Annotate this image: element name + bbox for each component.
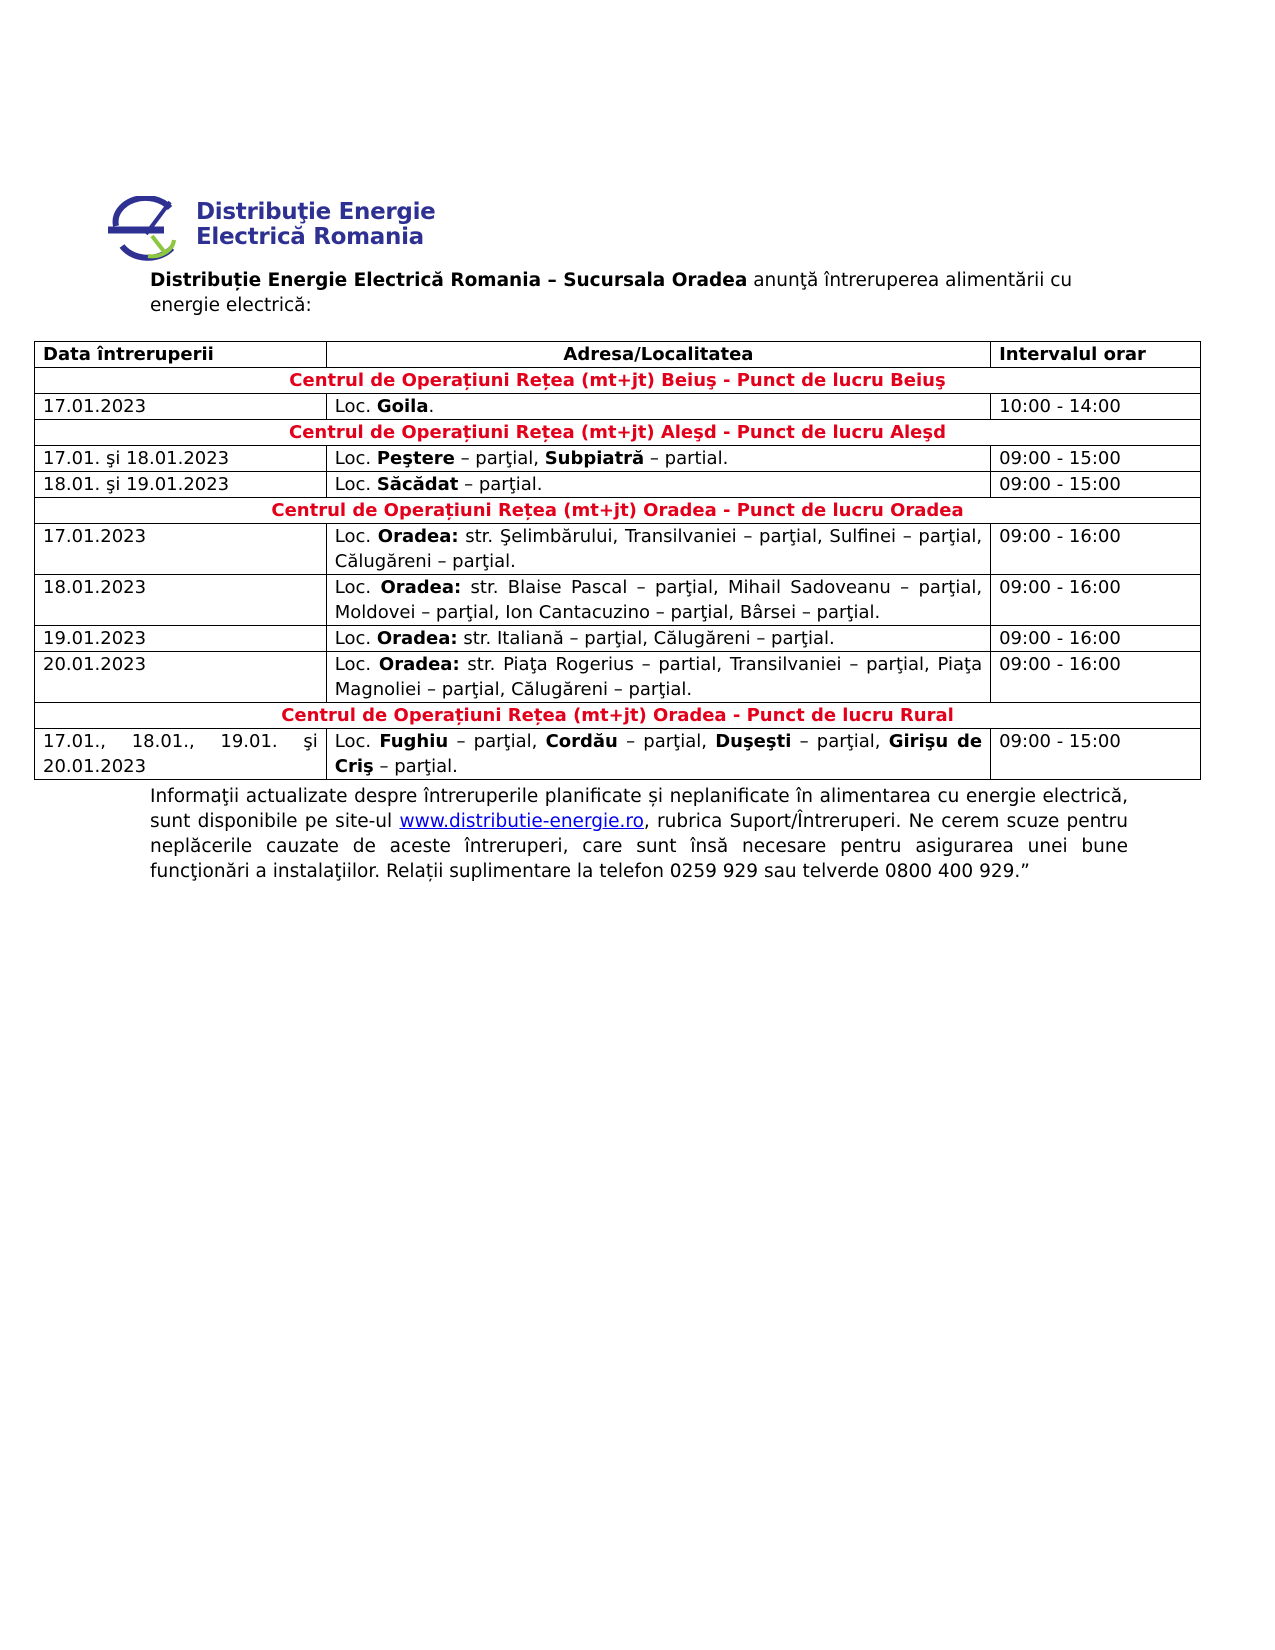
cell-interval: 09:00 - 15:00 xyxy=(991,472,1201,498)
address-text: . xyxy=(428,396,435,417)
announcement-intro xyxy=(150,268,1110,318)
locality-name: Goila xyxy=(376,396,429,417)
intro-company: Distribuție Energie Electrică Romania – Sucursala Oradea xyxy=(150,270,748,291)
locality-name: Girişu de Criş xyxy=(334,731,983,777)
table-row xyxy=(35,394,1201,420)
cell-address xyxy=(326,729,990,780)
logo-line-1: Distribuţie Energie xyxy=(196,199,436,225)
locality-name: Oradea: xyxy=(377,526,459,547)
table-row xyxy=(35,472,1201,498)
address-text: Loc. xyxy=(334,396,377,417)
address-text: Loc. xyxy=(334,654,379,675)
address-text: str. Italiană – parţial, Călugăreni – parţial. xyxy=(457,628,835,649)
cell-interval: 09:00 - 16:00 xyxy=(991,652,1201,703)
cell-interval: 09:00 - 16:00 xyxy=(991,524,1201,575)
address-text: str. Şelimbărului, Transilvaniei – parţial, Sulfinei – parţial, Călugăreni – parţial. xyxy=(334,526,983,572)
locality-name: Oradea: xyxy=(378,654,460,675)
logo-text xyxy=(196,200,435,250)
locality-name: Duşeşti xyxy=(715,731,792,752)
address-text: Loc. xyxy=(334,526,378,547)
logo-line-2: Electrică Romania xyxy=(196,224,424,250)
table-body xyxy=(35,368,1201,780)
cell-date: 18.01. şi 19.01.2023 xyxy=(35,472,327,498)
section-title: Centrul de Operațiuni Rețea (mt+jt) Oradea - Punct de lucru Oradea xyxy=(35,498,1201,524)
address-text: – parţial, xyxy=(448,731,546,752)
address-text: Loc. xyxy=(334,628,377,649)
table-row xyxy=(35,575,1201,626)
company-logo xyxy=(108,196,438,262)
website-link[interactable]: www.distributie-energie.ro xyxy=(399,811,644,832)
footer-text-before: Informaţii actualizate despre întreruperile planificate și neplanificate în alimentarea cu energie electrică, sunt disponibile pe site-ul xyxy=(150,786,1128,832)
address-text: – parţial. xyxy=(458,474,543,495)
address-text: Loc. xyxy=(334,474,377,495)
section-row xyxy=(35,703,1201,729)
locality-name: Oradea: xyxy=(376,628,458,649)
section-row xyxy=(35,368,1201,394)
cell-date: 20.01.2023 xyxy=(35,652,327,703)
cell-address xyxy=(326,394,990,420)
cell-address xyxy=(326,652,990,703)
locality-name: Fughiu xyxy=(379,731,449,752)
footer-text-after: , rubrica Suport/Întreruperi. Ne cerem scuze pentru neplăcerile cauzate de aceste întreruperi, care sunt însă necesare pentru asigurarea unei bune funcţionări a instalaţiilor. Relații suplimentare la telefon 0259 929 sau telverde 0800 400 929.” xyxy=(150,811,1128,882)
header-interval: Intervalul orar xyxy=(991,342,1201,368)
cell-date: 17.01.2023 xyxy=(35,524,327,575)
locality-name: Peştere xyxy=(376,448,455,469)
table-row xyxy=(35,626,1201,652)
locality-name: Subpiatră xyxy=(544,448,645,469)
cell-address xyxy=(326,446,990,472)
section-row xyxy=(35,498,1201,524)
cell-date: 19.01.2023 xyxy=(35,626,327,652)
cell-address xyxy=(326,626,990,652)
cell-date: 17.01. şi 18.01.2023 xyxy=(35,446,327,472)
cell-interval: 09:00 - 15:00 xyxy=(991,446,1201,472)
address-text: Loc. xyxy=(334,731,380,752)
locality-name: Săcădat xyxy=(376,474,459,495)
address-text: – parţial, xyxy=(454,448,545,469)
locality-name: Cordău xyxy=(545,731,618,752)
table-row xyxy=(35,524,1201,575)
cell-date: 17.01.2023 xyxy=(35,394,327,420)
header-date: Data întreruperii xyxy=(35,342,327,368)
address-text: str. Piaţa Rogerius – partial, Transilvaniei – parţial, Piaţa Magnoliei – parţial, Călugăreni – parţial. xyxy=(334,654,983,700)
intro-text: anunţă întreruperea alimentării cu energie electrică: xyxy=(150,270,1073,316)
cell-interval: 10:00 - 14:00 xyxy=(991,394,1201,420)
section-title: Centrul de Operațiuni Rețea (mt+jt) Beiuş - Punct de lucru Beiuş xyxy=(35,368,1201,394)
address-text: – parţial, xyxy=(617,731,716,752)
address-text: – parţial, xyxy=(791,731,889,752)
address-text: – parţial. xyxy=(373,756,458,777)
cell-address xyxy=(326,575,990,626)
address-text: Loc. xyxy=(334,577,381,598)
header-address: Adresa/Localitatea xyxy=(326,342,990,368)
address-text: – partial. xyxy=(644,448,729,469)
address-text: str. Blaise Pascal – parţial, Mihail Sadoveanu – parţial, Moldovei – parţial, Ion Cantacuzino – parţial, Bârsei – parţial. xyxy=(334,577,983,623)
outage-table xyxy=(34,341,1201,780)
table-header-row xyxy=(35,342,1201,368)
address-text: Loc. xyxy=(334,448,377,469)
logo-emblem-icon xyxy=(108,196,190,262)
cell-date: 18.01.2023 xyxy=(35,575,327,626)
table-row xyxy=(35,652,1201,703)
cell-date: 17.01., 18.01., 19.01. şi 20.01.2023 xyxy=(35,729,327,780)
cell-interval: 09:00 - 15:00 xyxy=(991,729,1201,780)
cell-address xyxy=(326,472,990,498)
table-row xyxy=(35,729,1201,780)
cell-address xyxy=(326,524,990,575)
section-title: Centrul de Operațiuni Rețea (mt+jt) Aleşd - Punct de lucru Aleşd xyxy=(35,420,1201,446)
section-row xyxy=(35,420,1201,446)
locality-name: Oradea: xyxy=(380,577,462,598)
footer-note xyxy=(150,784,1128,884)
table-row xyxy=(35,446,1201,472)
cell-interval: 09:00 - 16:00 xyxy=(991,575,1201,626)
cell-interval: 09:00 - 16:00 xyxy=(991,626,1201,652)
section-title: Centrul de Operațiuni Rețea (mt+jt) Oradea - Punct de lucru Rural xyxy=(35,703,1201,729)
